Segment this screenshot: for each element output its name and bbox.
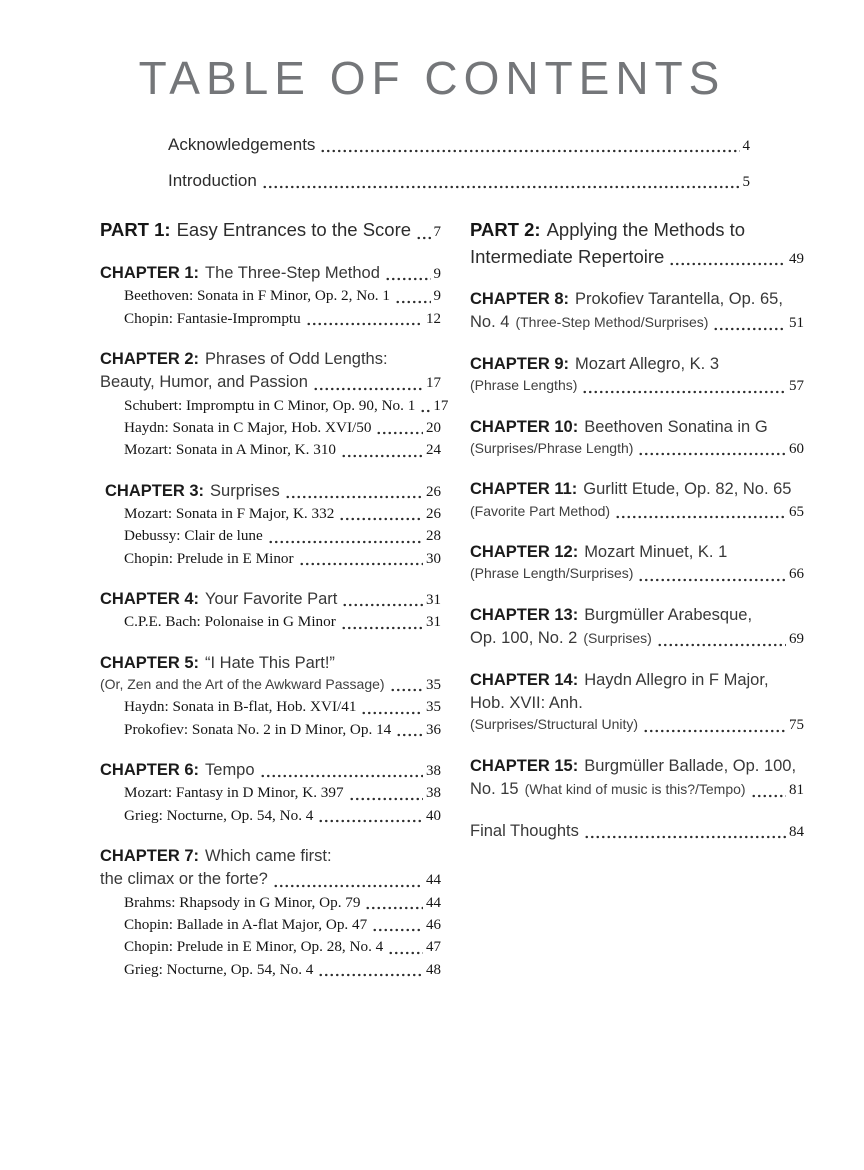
entry-text-ch-label: CHAPTER 5:: [100, 653, 200, 672]
chapter-13-entry: [470, 627, 804, 650]
page-number: 51: [789, 315, 804, 332]
page-number: 30: [426, 550, 441, 567]
entry-text-ch-label: CHAPTER 7:: [100, 846, 200, 865]
entry-text-ch-label: CHAPTER 15:: [470, 756, 579, 775]
toc-columns: [100, 217, 864, 998]
dot-leader: [339, 517, 423, 521]
dot-leader: [313, 387, 423, 391]
chapter-6-entry: [124, 782, 441, 804]
part-1-entry: [100, 217, 441, 243]
dot-leader: [396, 733, 423, 737]
chapter-5-entry: [124, 696, 441, 718]
chapter-3: [100, 480, 441, 570]
chapter-5: [100, 652, 441, 741]
entry-text-work: Grieg: Nocturne, Op. 54, No. 4: [124, 960, 314, 978]
entry-text-ch-label: CHAPTER 6:: [100, 760, 200, 779]
entry-text-ch-label: CHAPTER 3:: [105, 481, 205, 500]
chapter-12-entry: [470, 564, 804, 585]
dot-leader: [341, 454, 423, 458]
chapter-7-entry: [100, 845, 441, 868]
entry-text-ch-title: Phrases of Odd Lengths:: [205, 349, 388, 368]
entry-text-ch-label: CHAPTER 13:: [470, 605, 579, 624]
entry-text-ch-title: Mozart Allegro, K. 3: [575, 354, 719, 373]
dot-leader: [615, 515, 786, 519]
chapter-4-entry: [124, 611, 441, 633]
entry-text-work: Prokofiev: Sonata No. 2 in D Minor, Op. 14: [124, 720, 392, 738]
chapter-7-entry: [100, 868, 441, 891]
left-column: [100, 217, 449, 998]
dot-leader: [320, 149, 739, 153]
page-number: 47: [426, 939, 441, 956]
chapter-14-entry: [470, 692, 804, 715]
entry-text-ch-label: CHAPTER 2:: [100, 349, 200, 368]
entry-text-ch-small: (Phrase Lengths): [470, 377, 578, 394]
entry-text-fm: Introduction: [168, 171, 257, 191]
final-thoughts-entry: [470, 820, 804, 843]
dot-leader: [390, 688, 423, 692]
page-number: 44: [426, 894, 441, 911]
chapter-8-entry: [470, 288, 804, 311]
toc-page: [0, 52, 864, 1170]
dot-leader: [385, 277, 431, 281]
entry-text-ch-title: the climax or the forte?: [100, 870, 268, 889]
chapter-4-entry: [100, 588, 441, 611]
dot-leader: [361, 711, 423, 715]
chapter-2-entry: [124, 395, 449, 417]
entry-text-ch-title: No. 15: [470, 780, 519, 799]
chapter-11-entry: [470, 502, 804, 523]
page-number: 12: [426, 310, 441, 327]
entry-text-part-label: PART 1:: [100, 219, 171, 241]
page-number: 17: [433, 397, 449, 414]
dot-leader: [388, 951, 423, 955]
dot-leader: [638, 452, 786, 456]
chapter-14-entry: [470, 715, 804, 736]
page-number: 26: [426, 483, 441, 500]
chapter-5-entry: [100, 675, 441, 696]
page-number: 35: [426, 699, 441, 716]
entry-text-ch-label: CHAPTER 11:: [470, 480, 578, 499]
chapter-6: [100, 759, 441, 827]
front-matter-entry: [168, 133, 750, 157]
entry-text-ch-title: “I Hate This Part!”: [205, 653, 335, 672]
entry-text-work: Chopin: Prelude in E Minor, Op. 28, No. 4: [124, 938, 384, 956]
dot-leader: [751, 794, 786, 798]
entry-text-work: Haydn: Sonata in C Major, Hob. XVI/50: [124, 418, 372, 436]
chapter-9-entry: [470, 353, 804, 376]
page-number: 4: [742, 137, 750, 154]
dot-leader: [395, 300, 431, 304]
page-number: 9: [433, 265, 441, 282]
entry-text-work: Grieg: Nocturne, Op. 54, No. 4: [124, 806, 314, 824]
page-title: TABLE OF CONTENTS: [138, 52, 726, 104]
entry-text-work: Chopin: Prelude in E Minor: [124, 549, 294, 567]
page-number: 20: [426, 419, 441, 436]
page-number: 84: [789, 823, 804, 840]
entry-text-ch-label: CHAPTER 9:: [470, 354, 570, 373]
chapter-5-entry: [100, 652, 441, 675]
entry-text-ch-title: Beethoven Sonatina in G: [584, 417, 768, 436]
front-matter-list: [168, 133, 750, 194]
chapter-3-entry: [124, 548, 441, 570]
chapter-9: [470, 353, 804, 398]
chapter-11: [470, 478, 804, 523]
page-number: 81: [789, 782, 804, 799]
dot-leader: [341, 626, 423, 630]
chapter-15-entry: [470, 755, 804, 778]
page-number: 57: [789, 378, 804, 395]
dot-leader: [306, 322, 423, 326]
entry-text-work: C.P.E. Bach: Polonaise in G Minor: [124, 613, 336, 631]
chapter-7-entry: [124, 892, 441, 914]
entry-text-work: Mozart: Sonata in A Minor, K. 310: [124, 441, 337, 459]
chapter-14: [470, 669, 804, 737]
chapter-12-entry: [470, 541, 804, 564]
chapter-5-entry: [124, 719, 441, 741]
page-number: 7: [433, 224, 441, 241]
chapter-15-entry: [470, 778, 804, 801]
chapter-12: [470, 541, 804, 586]
entry-text-ch-title: Gurlitt Etude, Op. 82, No. 65: [583, 480, 792, 499]
page-number: 28: [426, 528, 441, 545]
chapter-3-entry: [124, 503, 441, 525]
page-number: 17: [426, 375, 441, 392]
dot-leader: [584, 835, 786, 839]
page-number: 38: [426, 785, 441, 802]
chapter-2-entry: [100, 371, 441, 394]
entry-text-part-title: Intermediate Repertoire: [470, 245, 665, 267]
page-number: 26: [426, 505, 441, 522]
chapter-6-entry: [100, 759, 441, 782]
entry-text-work: Mozart: Sonata in F Major, K. 332: [124, 504, 335, 522]
dot-leader: [342, 603, 423, 607]
entry-text-part-label: PART 2:: [470, 219, 541, 241]
chapter-3-entry: [105, 480, 441, 503]
page-number: 60: [789, 441, 804, 458]
entry-text-ch-title: Op. 100, No. 2: [470, 629, 578, 648]
front-matter-entry: [168, 169, 750, 193]
dot-leader: [420, 409, 430, 413]
entry-text-ch-label: CHAPTER 4:: [100, 589, 200, 608]
chapter-4: [100, 588, 441, 634]
chapter-10-entry: [470, 416, 804, 439]
entry-text-ch-small: (Surprises/Phrase Length): [470, 440, 634, 457]
chapter-1-entry: [124, 285, 441, 307]
dot-leader: [260, 774, 423, 778]
dot-leader: [268, 540, 423, 544]
entry-text-work: Beethoven: Sonata in F Minor, Op. 2, No. 1: [124, 287, 390, 305]
entry-text-ch-label: CHAPTER 1:: [100, 263, 200, 282]
page-number: 24: [426, 442, 441, 459]
dot-leader: [416, 236, 430, 240]
dot-leader: [582, 390, 786, 394]
page-number: 49: [789, 250, 804, 267]
chapter-3-entry: [124, 525, 441, 547]
part-1: [100, 217, 441, 243]
chapter-1-entry: [124, 308, 441, 330]
dot-leader: [349, 797, 423, 801]
chapter-2-entry: [124, 417, 441, 439]
entry-text-ch-title: Final Thoughts: [470, 821, 579, 840]
dot-leader: [318, 819, 423, 823]
entry-text-ch-title: Tempo: [205, 760, 255, 779]
entry-text-ch-small: (Favorite Part Method): [470, 502, 611, 519]
page-number: 38: [426, 762, 441, 779]
entry-text-fm: Acknowledgements: [168, 134, 316, 154]
entry-text-work: Mozart: Fantasy in D Minor, K. 397: [124, 784, 344, 802]
entry-text-ch-label: CHAPTER 8:: [470, 290, 570, 309]
chapter-8-entry: [470, 311, 804, 334]
final-thoughts: [470, 820, 804, 843]
dot-leader: [372, 928, 423, 932]
entry-text-work: Brahms: Rhapsody in G Minor, Op. 79: [124, 893, 361, 911]
entry-text-ch-title: Haydn Allegro in F Major,: [584, 670, 769, 689]
entry-text-ch-small: (Surprises/Structural Unity): [470, 716, 639, 733]
page-number: 40: [426, 807, 441, 824]
chapter-9-entry: [470, 376, 804, 397]
part-2-entry: [470, 217, 804, 243]
entry-text-work: Debussy: Clair de lune: [124, 527, 263, 545]
entry-text-part-title: Easy Entrances to the Score: [176, 219, 412, 241]
entry-text-ch-title: Prokofiev Tarantella, Op. 65,: [575, 290, 783, 309]
entry-text-ch-title: Surprises: [210, 481, 280, 500]
dot-leader: [669, 262, 786, 266]
chapter-10-entry: [470, 439, 804, 460]
entry-text-ch-label: CHAPTER 12:: [470, 543, 579, 562]
entry-text-work: Schubert: Impromptu in C Minor, Op. 90, No. 1: [124, 396, 416, 414]
page-number: 35: [426, 676, 441, 693]
entry-text-ch-title: The Three-Step Method: [205, 263, 380, 282]
entry-text-ch-title: Burgmüller Ballade, Op. 100,: [584, 756, 797, 775]
page-number: 31: [426, 614, 441, 631]
chapter-2: [100, 348, 449, 462]
entry-text-work: Haydn: Sonata in B-flat, Hob. XVI/41: [124, 698, 357, 716]
chapter-13-entry: [470, 604, 804, 627]
dot-leader: [273, 884, 423, 888]
part-2-entry: [470, 244, 804, 270]
part-2: [470, 217, 804, 270]
chapter-10: [470, 416, 804, 461]
entry-text-work: Chopin: Ballade in A-flat Major, Op. 47: [124, 916, 368, 934]
page-number: 31: [426, 591, 441, 608]
page-number: 44: [426, 872, 441, 889]
entry-text-ch-label: CHAPTER 10:: [470, 417, 579, 436]
entry-text-work: Chopin: Fantasie-Impromptu: [124, 309, 301, 327]
chapter-14-entry: [470, 669, 804, 692]
chapter-8: [470, 288, 804, 335]
dot-leader: [376, 431, 423, 435]
entry-text-ch-small: (Three-Step Method/Surprises): [515, 314, 709, 331]
dot-leader: [643, 729, 786, 733]
chapter-1-entry: [100, 262, 441, 285]
entry-text-ch-small: (Surprises): [583, 630, 652, 647]
dot-leader: [365, 906, 423, 910]
chapter-7-entry: [124, 936, 441, 958]
entry-text-ch-title: Beauty, Humor, and Passion: [100, 373, 308, 392]
dot-leader: [299, 562, 423, 566]
dot-leader: [657, 643, 786, 647]
dot-leader: [713, 327, 786, 331]
page-number: 36: [426, 721, 441, 738]
chapter-11-entry: [470, 478, 804, 501]
entry-text-ch-title: Burgmüller Arabesque,: [584, 605, 753, 624]
page-number: 65: [789, 503, 804, 520]
dot-leader: [262, 185, 740, 189]
entry-text-ch-title: Which came first:: [205, 846, 332, 865]
dot-leader: [318, 973, 423, 977]
chapter-15: [470, 755, 804, 802]
chapter-2-entry: [124, 439, 441, 461]
page-number: 48: [426, 961, 441, 978]
entry-text-ch-small: (What kind of music is this?/Tempo): [524, 781, 746, 798]
chapter-2-entry: [100, 348, 441, 371]
page-number: 75: [789, 717, 804, 734]
page-number: 46: [426, 917, 441, 934]
entry-text-ch-title: Your Favorite Part: [205, 589, 338, 608]
chapter-1: [100, 262, 441, 330]
entry-text-ch-title: No. 4: [470, 313, 510, 332]
dot-leader: [638, 578, 786, 582]
entry-text-ch-label: CHAPTER 14:: [470, 670, 579, 689]
dot-leader: [285, 495, 423, 499]
chapter-6-entry: [124, 805, 441, 827]
chapter-7-entry: [124, 914, 441, 936]
right-column: [470, 217, 804, 861]
page-number: 66: [789, 566, 804, 583]
entry-text-ch-title: Mozart Minuet, K. 1: [584, 543, 728, 562]
chapter-7-entry: [124, 959, 441, 981]
chapter-13: [470, 604, 804, 651]
entry-text-ch-small: (Or, Zen and the Art of the Awkward Passage): [100, 675, 385, 692]
entry-text-part-title: Applying the Methods to: [546, 219, 746, 241]
entry-text-ch-small: (Phrase Length/Surprises): [470, 565, 634, 582]
entry-text-ch-title: Hob. XVII: Anh.: [470, 694, 583, 713]
chapter-7: [100, 845, 441, 981]
page-number: 9: [433, 288, 441, 305]
page-number: 5: [742, 174, 750, 191]
page-number: 69: [789, 631, 804, 648]
